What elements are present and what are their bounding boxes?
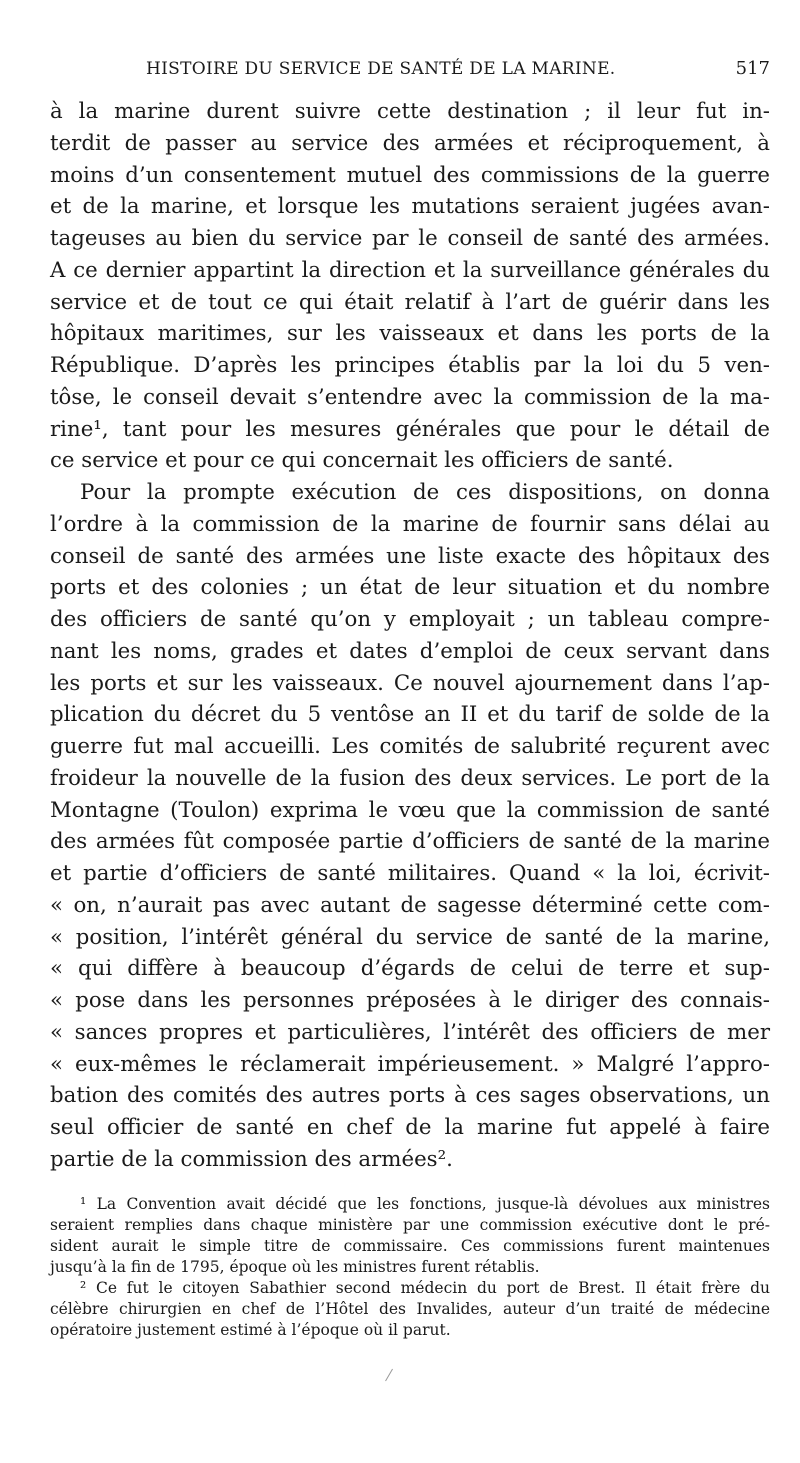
text-line: service et de tout ce qui était relatif à l’art de guérir dans les	[50, 289, 770, 315]
footnote-line: ² Ce fut le citoyen Sabathier second médecin du port de Brest. Il était frère du	[80, 1278, 770, 1297]
text-line: conseil de santé des armées une liste exacte des hôpitaux des	[50, 543, 770, 569]
text-line: des officiers de santé qu’on y employait ; un tableau compre-	[50, 607, 770, 632]
page-number: 517	[735, 58, 770, 79]
text-line: ports et des colonies ; un état de leur situation et du nombre	[50, 575, 770, 601]
text-line: Pour la prompte exécution de ces dispositions, on donna	[80, 480, 770, 505]
text-line: « position, l’intérêt général du service de santé de la marine,	[50, 924, 770, 950]
footnote-line: opératoire justement estimé à l’époque où il parut.	[50, 1320, 451, 1339]
text-line: l’ordre à la commission de la marine de fournir sans délai au	[50, 511, 770, 537]
book-page	[50, 58, 770, 1341]
running-head: HISTOIRE DU SERVICE DE SANTÉ DE LA MARINE.	[146, 59, 616, 79]
text-line: tageuses au bien du service par le conseil de santé des armées.	[50, 226, 770, 251]
text-line: froideur la nouvelle de la fusion des deux services. Le port de la	[50, 765, 770, 791]
body-text	[50, 96, 770, 1176]
text-line: hôpitaux maritimes, sur les vaisseaux et dans les ports de la	[50, 321, 770, 347]
text-line: et de la marine, et lorsque les mutations seraient jugées avan-	[50, 194, 770, 220]
text-line: Montagne (Toulon) exprima le vœu que la commission de santé	[50, 797, 770, 823]
page-header	[146, 58, 800, 88]
text-line: à la marine durent suivre cette destination ; il leur fut in-	[50, 99, 770, 124]
text-line: ce service et pour ce qui concernait les officiers de santé.	[50, 448, 674, 474]
text-line: terdit de passer au service des armées et réciproquement, à	[50, 130, 770, 156]
text-line: moins d’un consentement mutuel des commissions de la guerre	[50, 162, 770, 188]
text-line: République. D’après les principes établis par la loi du 5 ven-	[50, 353, 770, 378]
text-line: nant les noms, grades et dates d’emploi de ceux servant dans	[50, 638, 770, 664]
text-line: plication du décret du 5 ventôse an II et du tarif de solde de la	[50, 702, 770, 728]
footnotes	[50, 1194, 770, 1341]
text-line: guerre fut mal accueilli. Les comités de salubrité reçurent avec	[50, 734, 770, 759]
footnote-line: célèbre chirurgien en chef de l’Hôtel des Invalides, auteur d’un traité de médecine	[50, 1299, 770, 1318]
footnote-line: seraient remplies dans chaque ministère par une commission exécutive dont le pré-	[50, 1215, 770, 1234]
text-line: « eux-mêmes le réclamerait impérieusement. » Malgré l’appro-	[50, 1051, 770, 1077]
text-line: « pose dans les personnes préposées à le diriger des connais-	[50, 988, 770, 1013]
text-line: seul officier de santé en chef de la marine fut appelé à faire	[50, 1115, 770, 1140]
text-line: rine¹, tant pour les mesures générales que pour le détail de	[50, 416, 770, 442]
text-line: partie de la commission des armées².	[50, 1146, 453, 1172]
stray-pencil-mark	[385, 1369, 400, 1386]
text-line: « sances propres et particulières, l’intérêt des officiers de mer	[50, 1019, 770, 1045]
text-line: « on, n’aurait pas avec autant de sagesse déterminé cette com-	[50, 892, 770, 918]
text-line: A ce dernier appartint la direction et la surveillance générales du	[50, 257, 770, 283]
text-line: les ports et sur les vaisseaux. Ce nouvel ajournement dans l’ap-	[50, 670, 770, 696]
footnote-line: jusqu’à la fin de 1795, époque où les ministres furent rétablis.	[50, 1257, 540, 1276]
footnote-line: sident aurait le simple titre de commissaire. Ces commissions furent maintenues	[50, 1236, 770, 1255]
text-line: et partie d’officiers de santé militaires. Quand « la loi, écrivit-	[50, 861, 770, 886]
text-line: des armées fût composée partie d’officiers de santé de la marine	[50, 829, 770, 855]
text-line: bation des comités des autres ports à ces sages observations, un	[50, 1083, 770, 1109]
text-line: tôse, le conseil devait s’entendre avec la commission de la ma-	[50, 384, 770, 410]
footnote-line: ¹ La Convention avait décidé que les fonctions, jusque-là dévolues aux ministres	[80, 1194, 770, 1213]
text-line: « qui diffère à beaucoup d’égards de celui de terre et sup-	[50, 956, 770, 982]
